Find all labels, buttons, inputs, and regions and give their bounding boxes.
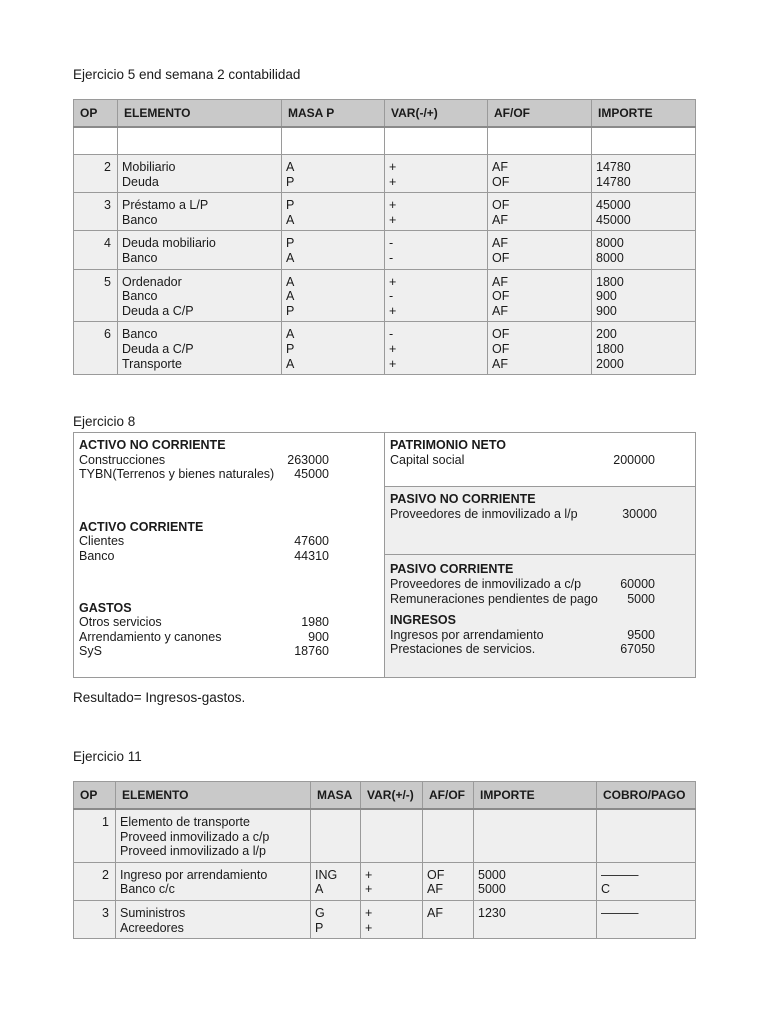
- cell-op: [74, 862, 116, 900]
- cell-line: Deuda mobiliario: [122, 236, 216, 251]
- cell-line: Préstamo a L/P: [122, 198, 209, 213]
- cell-line: 2000: [596, 356, 624, 371]
- ejercicio-5-table: [73, 99, 696, 375]
- table-row: [74, 900, 696, 938]
- account-line: [390, 507, 657, 522]
- cell-line: Deuda a C/P: [122, 341, 194, 356]
- cell-afof: [423, 809, 474, 862]
- account-value: 200000: [613, 452, 655, 467]
- ejercicio-5-rows: [74, 155, 696, 375]
- cell-line: -: [389, 250, 394, 265]
- cell-elementos: [118, 155, 282, 193]
- cell-line: ———: [601, 905, 639, 920]
- account-line: [79, 534, 329, 549]
- account-label: SyS: [79, 644, 102, 659]
- account-value: 1980: [301, 615, 329, 630]
- cell-line: AF: [492, 303, 508, 318]
- ejercicio-8-balance-table: [73, 432, 696, 678]
- patrimonio-neto-title: PATRIMONIO NETO: [390, 438, 506, 452]
- cell-importe: [592, 322, 696, 375]
- cell-line: 900: [596, 303, 617, 318]
- cell-line: -: [389, 327, 394, 342]
- account-line: [79, 453, 329, 468]
- cell-var: [385, 269, 488, 322]
- op-number: 3: [102, 905, 109, 920]
- cell-elementos: [116, 900, 311, 938]
- account-label: Clientes: [79, 534, 125, 549]
- op-number: 5: [104, 274, 111, 289]
- cell-elementos: [118, 193, 282, 231]
- ingresos-title: INGRESOS: [390, 613, 456, 628]
- cell-elementos: [118, 269, 282, 322]
- cell-line: Elemento de transporte: [120, 815, 250, 829]
- cell-line: AF: [427, 905, 443, 920]
- activo-corriente-section: [79, 520, 329, 564]
- ejercicio-8-title: Ejercicio 8: [73, 414, 136, 429]
- cell-elementos: [118, 322, 282, 375]
- cell-importe: [592, 269, 696, 322]
- op-number: 2: [102, 867, 109, 882]
- cell-line: G: [315, 905, 325, 920]
- resultado-text: Resultado= Ingresos-gastos.: [73, 690, 246, 705]
- table-row: [74, 809, 696, 862]
- cell-line: P: [286, 236, 295, 251]
- account-line: [390, 577, 655, 592]
- cell-line: P: [286, 198, 295, 213]
- cell-line: 200: [596, 327, 617, 342]
- account-line: [390, 642, 655, 657]
- account-line: [79, 467, 329, 482]
- cell-line: Ordenador: [122, 274, 182, 289]
- account-value: 263000: [287, 452, 329, 467]
- cell-var: [385, 193, 488, 231]
- cell-masa: [311, 809, 361, 862]
- cell-line: A: [286, 212, 295, 227]
- column-header-importe: IMPORTE: [474, 782, 597, 810]
- column-header-op: OP: [74, 782, 116, 810]
- cell-afof: [488, 231, 592, 269]
- cell-var: [385, 322, 488, 375]
- cell-line: +: [389, 160, 397, 174]
- cell-line: OF: [427, 867, 445, 882]
- cell-cobro: [597, 900, 696, 938]
- account-label: Otros servicios: [79, 615, 162, 630]
- op-number: 3: [104, 198, 111, 213]
- cell-op: [74, 809, 116, 862]
- account-line: [390, 453, 655, 468]
- cell-line: 1230: [478, 905, 506, 920]
- cell-line: +: [389, 174, 397, 189]
- account-value: 45000: [294, 467, 329, 482]
- cell-var: [385, 231, 488, 269]
- cell-line: P: [315, 920, 324, 935]
- ejercicio-5-title: Ejercicio 5 end semana 2 contabilidad: [73, 67, 301, 82]
- cell-cobro: [597, 809, 696, 862]
- cell-line: Ingreso por arrendamiento: [120, 867, 268, 882]
- cell-line: AF: [492, 274, 508, 289]
- cell-line: +: [389, 303, 397, 318]
- cell-line: OF: [492, 341, 510, 356]
- cell-masa: [282, 322, 385, 375]
- cell-line: 14780: [596, 160, 631, 174]
- column-header-var: VAR(-/+): [385, 100, 488, 128]
- cell-line: 5000: [478, 867, 506, 882]
- cell-line: A: [315, 882, 324, 897]
- table-row-empty: [74, 127, 696, 155]
- table-row: [74, 862, 696, 900]
- account-label: Arrendamiento y canones: [79, 629, 222, 644]
- cell-op: [74, 155, 118, 193]
- cell-masa: [282, 231, 385, 269]
- account-line: [390, 628, 655, 643]
- cell-line: OF: [492, 198, 510, 213]
- cell-line: 8000: [596, 250, 624, 265]
- op-number: 1: [102, 815, 109, 829]
- cell-line: -: [389, 236, 394, 251]
- account-label: Ingresos por arrendamiento: [390, 627, 544, 642]
- cell-line: AF: [492, 160, 508, 174]
- cell-line: OF: [492, 174, 510, 189]
- cell-line: +: [389, 198, 397, 213]
- column-header-importe: IMPORTE: [592, 100, 696, 128]
- cell-elementos: [118, 231, 282, 269]
- cell-afof: [488, 322, 592, 375]
- account-value: 67050: [620, 642, 655, 657]
- cell-line: C: [601, 882, 611, 897]
- account-label: Proveedores de inmovilizado a c/p: [390, 577, 582, 592]
- activo-corriente-title: ACTIVO CORRIENTE: [79, 519, 204, 534]
- column-header-var: VAR(+/-): [361, 782, 423, 810]
- cell-var: [361, 809, 423, 862]
- op-number: 2: [104, 160, 111, 174]
- cell-afof: [488, 155, 592, 193]
- cell-masa: [311, 862, 361, 900]
- table-header-row: [74, 782, 696, 810]
- column-header-masa: MASA P: [282, 100, 385, 128]
- account-value: 5000: [627, 591, 655, 606]
- ejercicio-11-rows: [74, 809, 696, 939]
- cell-line: OF: [492, 327, 510, 342]
- cell-line: Banco c/c: [120, 882, 175, 897]
- cell-line: AF: [427, 882, 443, 897]
- cell-line: 45000: [596, 212, 631, 227]
- cell-afof: [488, 269, 592, 322]
- cell-op: [74, 900, 116, 938]
- cell-line: Suministros: [120, 905, 186, 920]
- cell-line: P: [286, 341, 295, 356]
- cell-line: 45000: [596, 198, 631, 213]
- cell-op: [74, 322, 118, 375]
- cell-importe: [592, 193, 696, 231]
- cell-line: Banco: [122, 212, 158, 227]
- cell-line: Proveed inmovilizado a c/p: [120, 829, 270, 844]
- account-line: [79, 644, 329, 659]
- column-header-cobro-pago: COBRO/PAGO: [597, 782, 696, 810]
- cell-line: 900: [596, 289, 617, 304]
- ejercicio-11-table: [73, 781, 696, 939]
- account-value: 900: [308, 629, 329, 644]
- cell-var: [385, 155, 488, 193]
- table-row: [74, 193, 696, 231]
- account-label: Remuneraciones pendientes de pago: [390, 591, 598, 606]
- cell-line: A: [286, 160, 295, 174]
- account-line: [79, 549, 329, 564]
- column-header-afof: AF/OF: [423, 782, 474, 810]
- cell-line: +: [365, 882, 373, 897]
- column-header-elemento: ELEMENTO: [118, 100, 282, 128]
- cell-cobro: [597, 862, 696, 900]
- cell-line: +: [389, 356, 397, 371]
- cell-line: P: [286, 174, 295, 189]
- pasivo-corriente-cell: [385, 555, 696, 678]
- cell-importe: [474, 809, 597, 862]
- cell-line: A: [286, 289, 295, 304]
- account-value: 18760: [294, 644, 329, 659]
- column-header-op: OP: [74, 100, 118, 128]
- cell-elementos: [116, 809, 311, 862]
- gastos-title: GASTOS: [79, 600, 132, 615]
- cell-line: A: [286, 356, 295, 371]
- cell-op: [74, 269, 118, 322]
- cell-line: Deuda a C/P: [122, 303, 194, 318]
- op-number: 4: [104, 236, 111, 251]
- cell-line: OF: [492, 289, 510, 304]
- table-row: [74, 269, 696, 322]
- table-row: [74, 155, 696, 193]
- account-label: Banco: [79, 548, 115, 563]
- cell-line: AF: [492, 236, 508, 251]
- cell-line: P: [286, 303, 295, 318]
- cell-line: Banco: [122, 250, 158, 265]
- cell-line: Proveed inmovilizado a l/p: [120, 844, 266, 859]
- cell-line: +: [389, 212, 397, 227]
- account-value: 9500: [627, 627, 655, 642]
- op-number: 6: [104, 327, 111, 342]
- cell-line: 1800: [596, 341, 624, 356]
- cell-masa: [282, 269, 385, 322]
- cell-line: +: [389, 341, 397, 356]
- account-label: Construcciones: [79, 452, 166, 467]
- cell-line: A: [286, 250, 295, 265]
- cell-var: [361, 862, 423, 900]
- cell-importe: [474, 900, 597, 938]
- account-value: 47600: [294, 534, 329, 549]
- cell-line: Deuda: [122, 174, 159, 189]
- table-row: [74, 322, 696, 375]
- column-header-elemento: ELEMENTO: [116, 782, 311, 810]
- cell-line: 8000: [596, 236, 624, 251]
- cell-line: +: [389, 274, 397, 289]
- cell-line: +: [365, 905, 373, 920]
- cell-line: Banco: [122, 327, 158, 342]
- column-header-masa: MASA: [311, 782, 361, 810]
- activo-column: [74, 433, 385, 678]
- account-label: Prestaciones de servicios.: [390, 642, 536, 657]
- cell-line: Acreedores: [120, 920, 184, 935]
- gastos-section: [79, 601, 329, 659]
- cell-line: A: [286, 327, 295, 342]
- cell-line: OF: [492, 250, 510, 265]
- cell-masa: [282, 155, 385, 193]
- cell-masa: [311, 900, 361, 938]
- account-line: [79, 615, 329, 630]
- ejercicio-11-title: Ejercicio 11: [73, 749, 142, 764]
- cell-elementos: [116, 862, 311, 900]
- account-value: 60000: [620, 577, 655, 592]
- cell-line: +: [365, 920, 373, 935]
- cell-importe: [474, 862, 597, 900]
- cell-afof: [488, 193, 592, 231]
- table-header-row: [74, 100, 696, 128]
- cell-line: A: [286, 274, 295, 289]
- column-header-afof: AF/OF: [488, 100, 592, 128]
- account-label: Capital social: [390, 452, 465, 467]
- cell-line: Mobiliario: [122, 160, 176, 174]
- cell-line: Banco: [122, 289, 158, 304]
- cell-op: [74, 193, 118, 231]
- cell-line: 1800: [596, 274, 624, 289]
- cell-afof: [423, 862, 474, 900]
- cell-var: [361, 900, 423, 938]
- patrimonio-neto-cell: [385, 433, 696, 487]
- cell-op: [74, 231, 118, 269]
- cell-line: AF: [492, 212, 508, 227]
- cell-afof: [423, 900, 474, 938]
- cell-line: +: [365, 867, 373, 882]
- account-value: 30000: [622, 506, 657, 521]
- account-label: TYBN(Terrenos y bienes naturales): [79, 467, 275, 482]
- cell-line: ING: [315, 867, 338, 882]
- cell-line: AF: [492, 356, 508, 371]
- account-label: Proveedores de inmovilizado a l/p: [390, 506, 578, 521]
- activo-no-corriente-title: ACTIVO NO CORRIENTE: [79, 438, 226, 452]
- activo-no-corriente-section: [79, 438, 329, 482]
- cell-line: ———: [601, 867, 639, 882]
- account-line: [79, 630, 329, 645]
- account-line: [390, 592, 655, 607]
- cell-line: Transporte: [122, 356, 182, 371]
- cell-masa: [282, 193, 385, 231]
- table-row: [74, 231, 696, 269]
- cell-line: 14780: [596, 174, 631, 189]
- cell-importe: [592, 231, 696, 269]
- cell-line: 5000: [478, 882, 506, 897]
- cell-line: -: [389, 289, 394, 304]
- account-value: 44310: [294, 548, 329, 563]
- pasivo-corriente-title: PASIVO CORRIENTE: [390, 562, 514, 577]
- pasivo-no-corriente-title: PASIVO NO CORRIENTE: [390, 492, 536, 507]
- pasivo-no-corriente-cell: [385, 487, 696, 555]
- cell-importe: [592, 155, 696, 193]
